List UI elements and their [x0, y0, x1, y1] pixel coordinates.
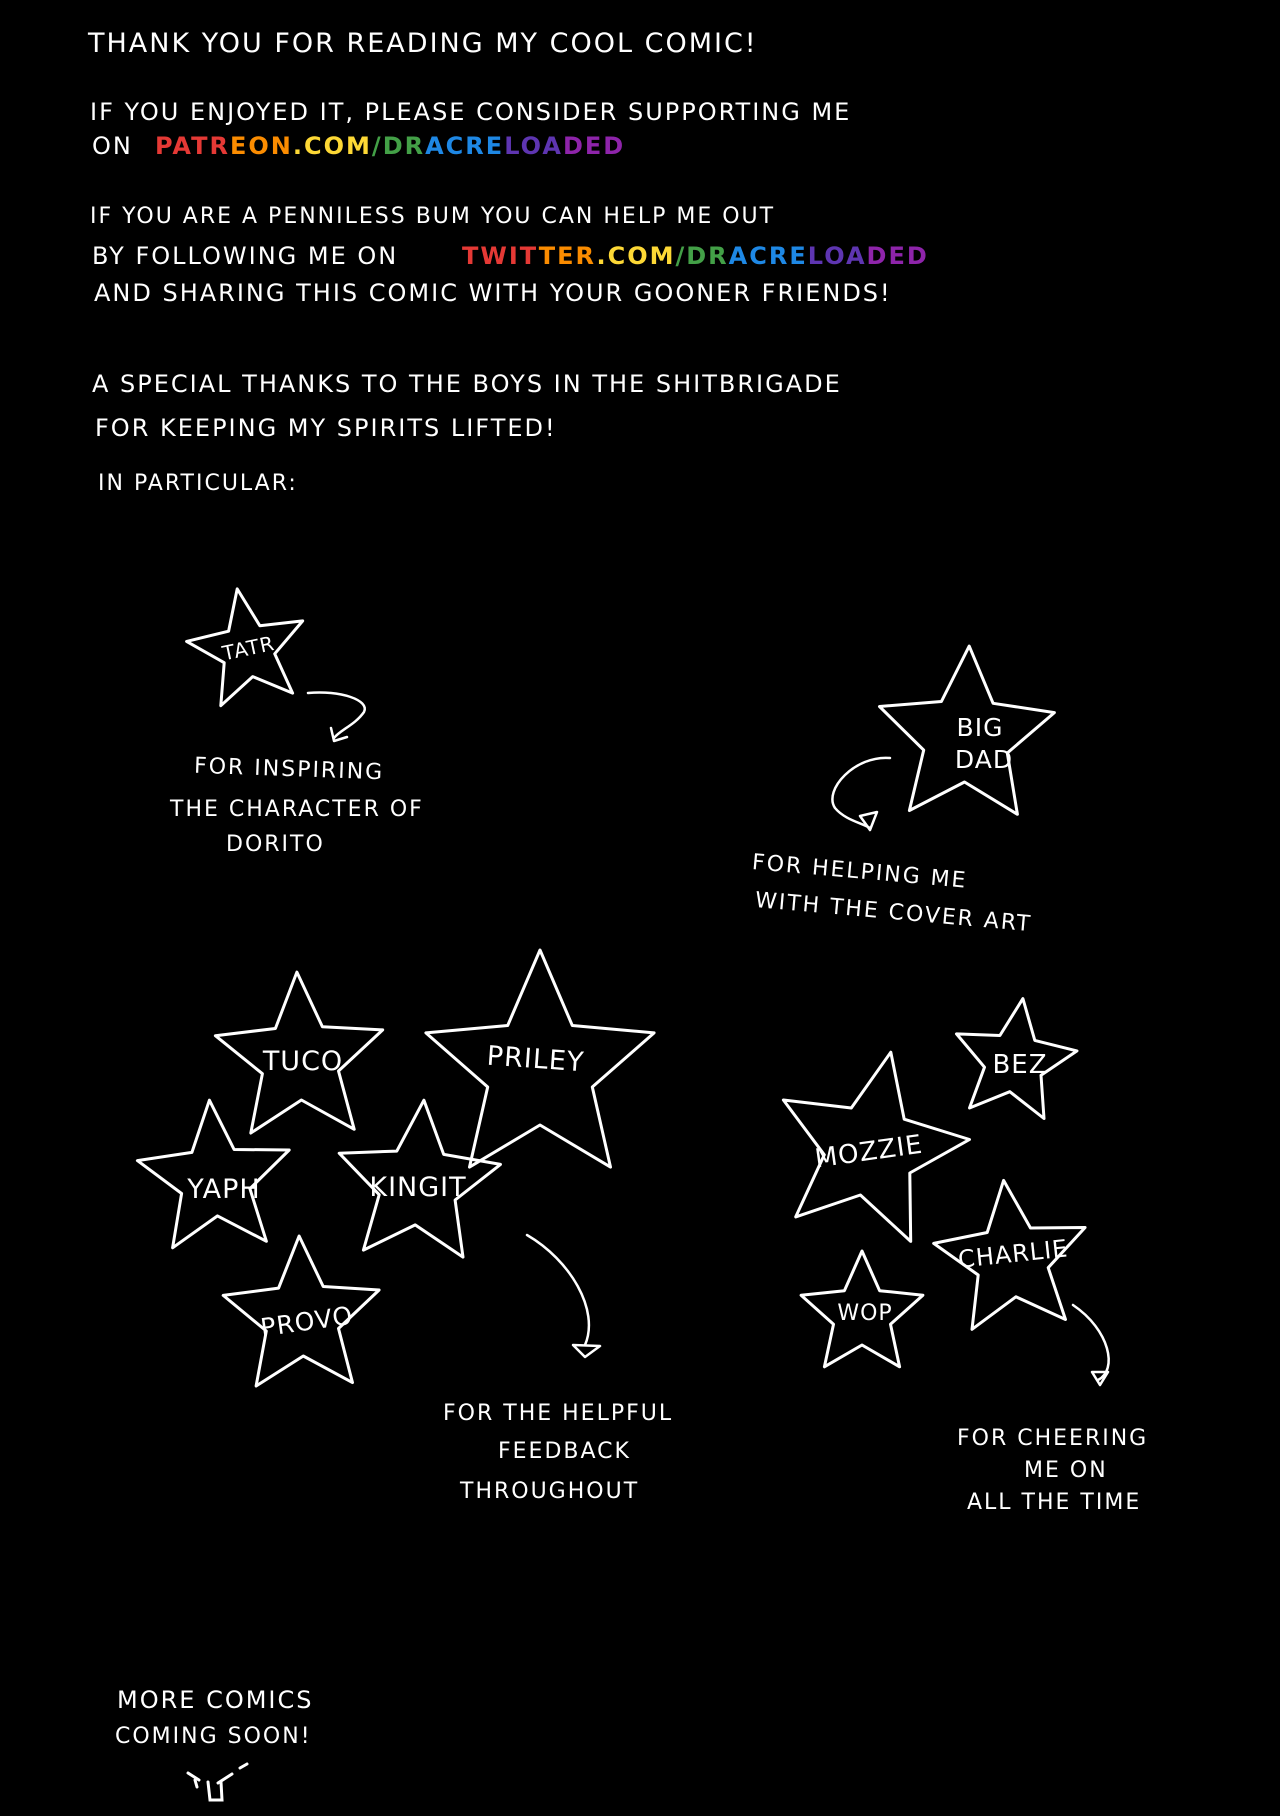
spirits-line: FOR KEEPING MY SPIRITS LIFTED! — [95, 414, 557, 442]
star-charlie — [934, 1180, 1085, 1329]
sharing-line: AND SHARING THIS COMIC WITH YOUR GOONER FRIENDS! — [94, 279, 892, 307]
star-label-charlie: CHARLIE — [956, 1234, 1070, 1274]
following-prefix: BY FOLLOWING ME ON — [92, 242, 399, 270]
tatr-caption-1: FOR INSPIRING — [193, 753, 385, 786]
star-bez — [957, 999, 1078, 1119]
arrow-big-dad-head — [860, 812, 877, 830]
coming-soon-line: COMING SOON! — [115, 1724, 312, 1749]
more-comics-line: MORE COMICS — [117, 1686, 314, 1714]
star-wop — [801, 1251, 923, 1367]
bigdad-caption-2: WITH THE COVER ART — [753, 888, 1033, 938]
support-line: IF YOU ENJOYED IT, PLEASE CONSIDER SUPPORTING ME — [90, 98, 852, 126]
star-label-kingit: KINGIT — [369, 1172, 467, 1203]
star-big-dad — [880, 646, 1055, 814]
thank-you-line: THANK YOU FOR READING MY COOL COMIC! — [88, 28, 758, 59]
star-label-priley: PRILEY — [485, 1040, 586, 1079]
feedback-caption-2: FEEDBACK — [498, 1439, 631, 1464]
in-particular-line: IN PARTICULAR: — [98, 471, 298, 496]
twitter-link[interactable]: TWITTER.COM/DRACRELOADED — [462, 242, 929, 270]
star-label-dad: DAD — [954, 745, 1014, 774]
smiley-face-icon — [188, 1764, 247, 1800]
arrow-feedback-head — [573, 1345, 600, 1357]
support-prefix: ON — [92, 132, 133, 160]
star-mozzie — [783, 1052, 969, 1241]
cheering-caption-2: ME ON — [1024, 1458, 1108, 1483]
tatr-caption-3: DORITO — [226, 832, 325, 857]
bigdad-caption-1: FOR HELPING ME — [750, 850, 969, 894]
star-label-wop: WOP — [837, 1301, 893, 1326]
arrow-tatr — [308, 692, 365, 738]
arrow-cheering — [1073, 1305, 1109, 1380]
cheering-caption-3: ALL THE TIME — [967, 1490, 1142, 1515]
star-kingit — [339, 1100, 500, 1257]
star-tuco — [215, 972, 382, 1133]
star-tatr — [187, 589, 303, 706]
star-label-big: BIG — [956, 713, 1004, 742]
cheering-caption-1: FOR CHEERING — [957, 1426, 1149, 1451]
star-label-yaph: YAPH — [187, 1174, 261, 1205]
arrow-feedback — [527, 1235, 589, 1345]
feedback-caption-1: FOR THE HELPFUL — [443, 1401, 674, 1426]
penniless-line: IF YOU ARE A PENNILESS BUM YOU CAN HELP ME OUT — [90, 204, 776, 229]
star-label-provo: PROVO — [258, 1300, 355, 1343]
star-label-bez: BEZ — [992, 1050, 1048, 1080]
feedback-caption-3: THROUGHOUT — [460, 1479, 640, 1504]
star-label-mozzie: MOZZIE — [813, 1129, 925, 1175]
star-label-tatr: TATR — [220, 630, 277, 666]
star-label-tuco: TUCO — [262, 1046, 344, 1077]
special-thanks-line: A SPECIAL THANKS TO THE BOYS IN THE SHITBRIGADE — [92, 370, 842, 398]
star-priley — [426, 950, 654, 1167]
tatr-caption-2: THE CHARACTER OF — [170, 797, 424, 822]
star-provo — [223, 1236, 379, 1386]
patreon-link[interactable]: PATREON.COM/DRACRELOADED — [155, 132, 626, 160]
